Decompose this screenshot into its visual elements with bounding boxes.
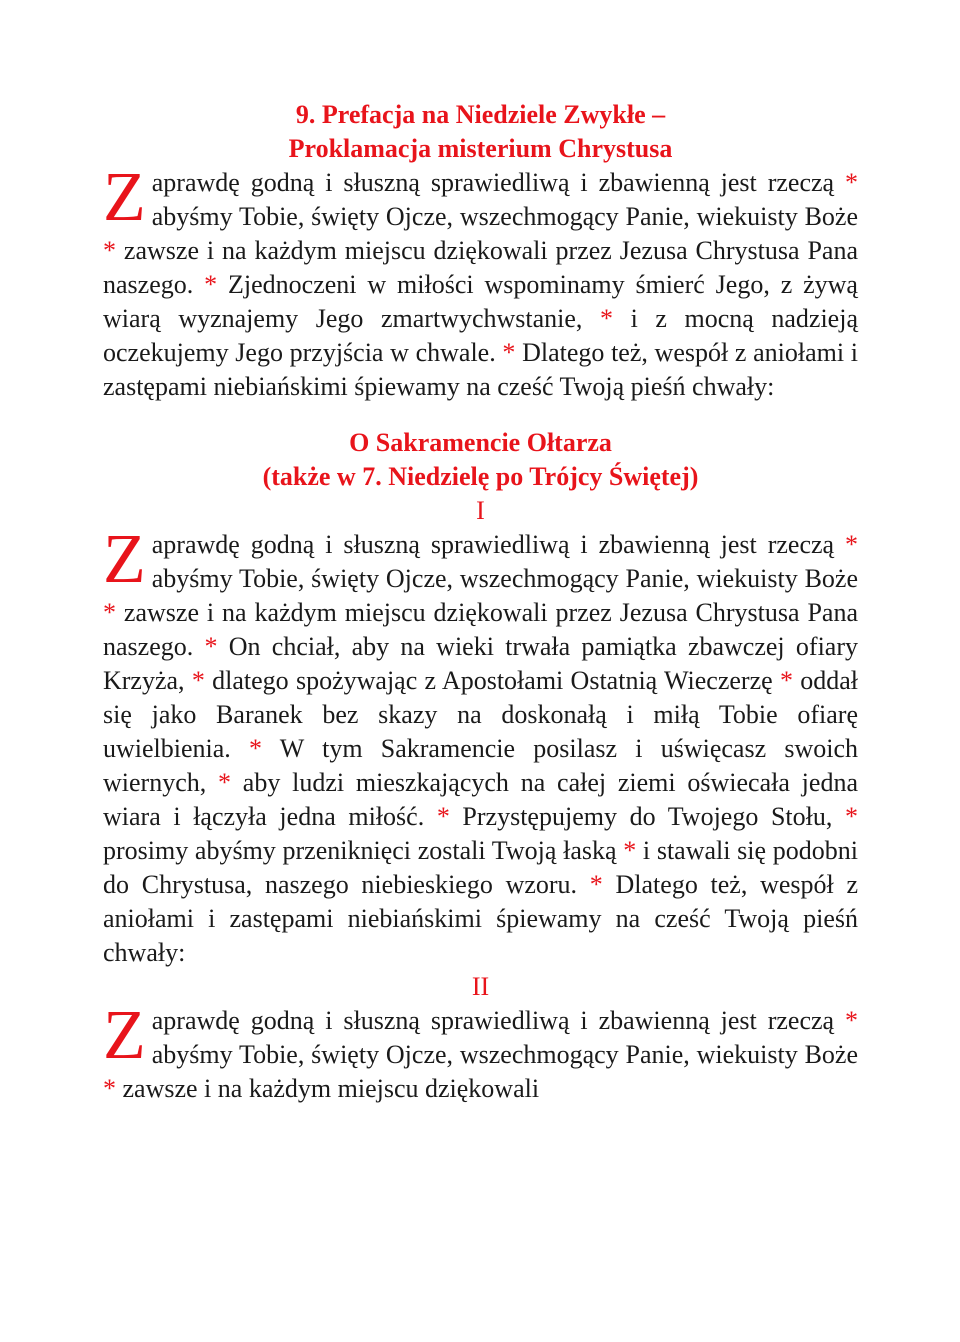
text-segment: Zjednoczeni w miłości wspominamy śmierć Jego, z żywą wiarą wyznajemy Jego zmartwychwstanie,	[103, 270, 858, 333]
part-1-paragraph	[103, 521, 859, 970]
response-asterisk: *	[191, 666, 205, 695]
part-numeral-2: II	[471, 972, 490, 1001]
text-segment: zawsze i na każdym miejscu dziękowali	[116, 1074, 540, 1103]
text-segment: dlatego spożywając z Apostołami Ostatnią Wieczerzę	[204, 666, 780, 695]
response-asterisk: *	[249, 734, 263, 763]
text-segment: abyśmy Tobie, święty Ojcze, wszechmogący Panie, wiekuisty Boże	[151, 1040, 858, 1069]
text-segment: i stawali się podobni do Chrystusa, naszego niebieskiego wzoru.	[103, 836, 858, 899]
text-segment: Przystępujemy do Twojego Stołu,	[449, 802, 845, 831]
text-segment: aby ludzi mieszkających na całej ziemi oświecała jedna wiara i łączyła jedna miłość.	[103, 768, 858, 831]
text-segment: aprawdę godną i słuszną sprawiedliwą i zbawienną jest rzeczą	[151, 530, 845, 559]
response-asterisk: *	[103, 236, 116, 265]
text-segment: On chciał, aby na wieki trwała pamiątka zbawczej ofiary Krzyża,	[103, 632, 858, 695]
response-asterisk: *	[845, 1006, 858, 1035]
section-subtitle: (także w 7. Niedzielę po Trójcy Świętej)	[262, 462, 699, 491]
preface-title: 9. Prefacja na Niedziele Zwykłe –	[295, 100, 666, 129]
preface-9-paragraph	[103, 159, 858, 404]
response-asterisk: *	[845, 530, 858, 559]
text-segment: oddał się jako Baranek bez skazy na doskonałą i miłą Tobie ofiarę uwielbienia.	[103, 666, 859, 763]
drop-cap: Z	[103, 521, 146, 598]
response-asterisk: *	[502, 338, 516, 367]
paragraph-text	[103, 521, 859, 967]
text-segment: zawsze i na każdym miejscu dziękowali przez Jezusa Chrystusa Pana naszego.	[103, 598, 858, 661]
text-segment: aprawdę godną i słuszną sprawiedliwą i zbawienną jest rzeczą	[151, 1006, 845, 1035]
response-asterisk: *	[436, 802, 450, 831]
response-asterisk: *	[103, 1074, 116, 1103]
text-segment: W tym Sakramencie posilasz i uświęcasz swoich wiernych,	[103, 734, 858, 797]
document-page	[103, 98, 858, 1106]
preface-subtitle: Proklamacja misterium Chrystusa	[288, 134, 673, 163]
text-segment: abyśmy Tobie, święty Ojcze, wszechmogący Panie, wiekuisty Boże	[151, 564, 858, 593]
response-asterisk: *	[845, 802, 858, 831]
response-asterisk: *	[845, 168, 858, 197]
part-numeral-1: I	[476, 496, 485, 525]
response-asterisk: *	[204, 632, 218, 661]
part-2-paragraph	[103, 997, 858, 1106]
response-asterisk: *	[623, 836, 637, 865]
text-segment: Dlatego też, wespół z aniołami i zastępami niebiańskimi śpiewamy na cześć Twoją pieśń chwały:	[103, 870, 859, 967]
response-asterisk: *	[599, 304, 613, 333]
response-asterisk: *	[218, 768, 232, 797]
text-segment: abyśmy Tobie, święty Ojcze, wszechmogący Panie, wiekuisty Boże	[151, 202, 858, 231]
text-segment: i z mocną nadzieją oczekujemy Jego przyjścia w chwale.	[103, 304, 858, 367]
drop-cap: Z	[103, 159, 146, 236]
response-asterisk: *	[204, 270, 218, 299]
text-segment: zawsze i na każdym miejscu dziękowali przez Jezusa Chrystusa Pana naszego.	[103, 236, 858, 299]
paragraph-text	[103, 159, 858, 401]
text-segment: aprawdę godną i słuszną sprawiedliwą i zbawienną jest rzeczą	[151, 168, 845, 197]
response-asterisk: *	[103, 598, 116, 627]
paragraph-text	[103, 997, 858, 1103]
drop-cap: Z	[103, 997, 146, 1074]
text-segment: prosimy abyśmy przeniknięci zostali Twoją łaską	[103, 836, 624, 865]
response-asterisk: *	[779, 666, 793, 695]
section-title: O Sakramencie Ołtarza	[349, 428, 612, 457]
response-asterisk: *	[589, 870, 603, 899]
text-segment: Dlatego też, wespół z aniołami i zastępami niebiańskimi śpiewamy na cześć Twoją pieśń chwały:	[103, 338, 858, 401]
